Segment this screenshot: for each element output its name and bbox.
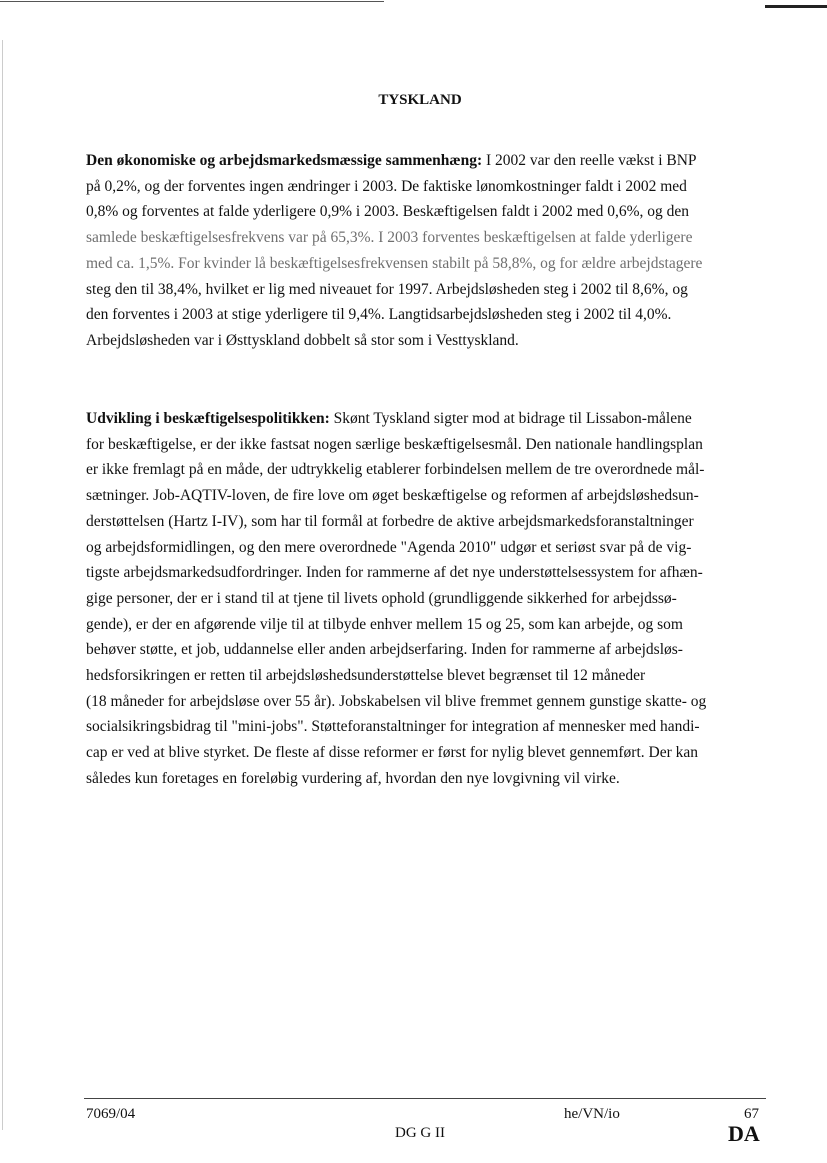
- paragraph-line: på 0,2%, og der forventes ingen ændringer i 2003. De faktiske lønomkostninger faldt i 2002 med: [86, 177, 687, 195]
- paragraph-line: samlede beskæftigelsesfrekvens var på 65,3%. I 2003 forventes beskæftigelsen at falde yderligere: [86, 229, 693, 247]
- paragraph-line: gige personer, der er i stand til at tjene til livets ophold (grundliggende sikkerhed for arbejdssø-: [86, 589, 677, 607]
- scan-top-rule-right: [765, 5, 827, 8]
- paragraph-line: for beskæftigelse, er der ikke fastsat nogen særlige beskæftigelsesmål. Den nationale handlingsplan: [86, 435, 703, 453]
- paragraph-text: I 2002 var den reelle vækst i BNP: [482, 152, 697, 169]
- paragraph-line: [86, 148, 766, 174]
- document-number: 7069/04: [86, 1106, 136, 1122]
- paragraph-line: er ikke fremlagt på en måde, der udtrykkelig etablerer forbindelsen mellem de tre overordnede mål-: [86, 461, 705, 479]
- paragraph-line: og arbejdsformidlingen, og den mere overordnede "Agenda 2010" udgør et seriøst svar på de vig-: [86, 538, 692, 556]
- section-heading: Udvikling i beskæftigelsespolitikken:: [86, 410, 330, 427]
- section-heading: Den økonomiske og arbejdsmarkedsmæssige sammenhæng:: [86, 152, 483, 169]
- paragraph-line: sætninger. Job-AQTIV-loven, de fire love om øget beskæftigelse og reformen af arbejdsløshedsun-: [86, 487, 699, 505]
- paragraph-line: tigste arbejdsmarkedsudfordringer. Inden for rammerne af det nye understøttelsessystem for afhæn-: [86, 564, 703, 582]
- paragraph-line: behøver støtte, et job, uddannelse eller anden arbejdserfaring. Inden for rammerne af arbejdsløs-: [86, 641, 683, 659]
- paragraph-line: Arbejdsløsheden var i Østtyskland dobbelt så stor som i Vesttyskland.: [86, 331, 519, 349]
- paragraph-line: (18 måneder for arbejdsløse over 55 år). Jobskabelsen vil blive fremmet gennem gunstige skatte- og: [86, 692, 707, 710]
- paragraph-line: hedsforsikringen er retten til arbejdsløshedsunderstøttelse blevet begrænset til 12 måneder: [86, 667, 646, 685]
- paragraph-line: cap er ved at blive styrket. De fleste af disse reformer er først for nylig blevet gennemført. Der kan: [86, 744, 699, 762]
- page-number: 67: [744, 1106, 759, 1122]
- language-code: DA: [728, 1121, 760, 1146]
- paragraph-line: 0,8% og forventes at falde yderligere 0,9% i 2003. Beskæftigelsen faldt i 2002 med 0,6%, og den: [86, 203, 690, 221]
- scan-left-edge: [2, 40, 3, 1130]
- paragraph-line: gende), er der en afgørende vilje til at tilbyde enhver mellem 15 og 25, som kan arbejde, og som: [86, 615, 683, 633]
- section-economic-context: [86, 148, 766, 354]
- page-title: TYSKLAND: [378, 92, 462, 108]
- section-employment-policy: [86, 406, 766, 792]
- author-reference: he/VN/io: [564, 1106, 620, 1122]
- paragraph-line: derstøttelsen (Hartz I-IV), som har til formål at forbedre de aktive arbejdsmarkedsforanstaltninger: [86, 512, 694, 530]
- paragraph-line: således kun foretages en foreløbig vurdering af, hvordan den nye lovgivning vil virke.: [86, 769, 620, 787]
- paragraph-line: socialsikringsbidrag til "mini-jobs". Støtteforanstaltninger for integration af mennesker med handi-: [86, 718, 700, 736]
- paragraph-line: steg den til 38,4%, hvilket er lig med niveauet for 1997. Arbejdsløsheden steg i 2002 til 8,6%, og: [86, 280, 688, 298]
- directorate-general: DG G II: [395, 1125, 445, 1141]
- paragraph-text: Skønt Tyskland sigter mod at bidrage til Lissabon-målene: [329, 410, 692, 427]
- paragraph-line: den forventes i 2003 at stige yderligere til 9,4%. Langtidsarbejdsløsheden steg i 2002 til 4,0%.: [86, 306, 672, 324]
- paragraph-line: med ca. 1,5%. For kvinder lå beskæftigelsesfrekvensen stabilt på 58,8%, og for ældre arbejdstagere: [86, 254, 703, 272]
- scan-top-rule: [0, 1, 384, 2]
- paragraph-line: [86, 406, 766, 432]
- footer-divider: [84, 1098, 766, 1099]
